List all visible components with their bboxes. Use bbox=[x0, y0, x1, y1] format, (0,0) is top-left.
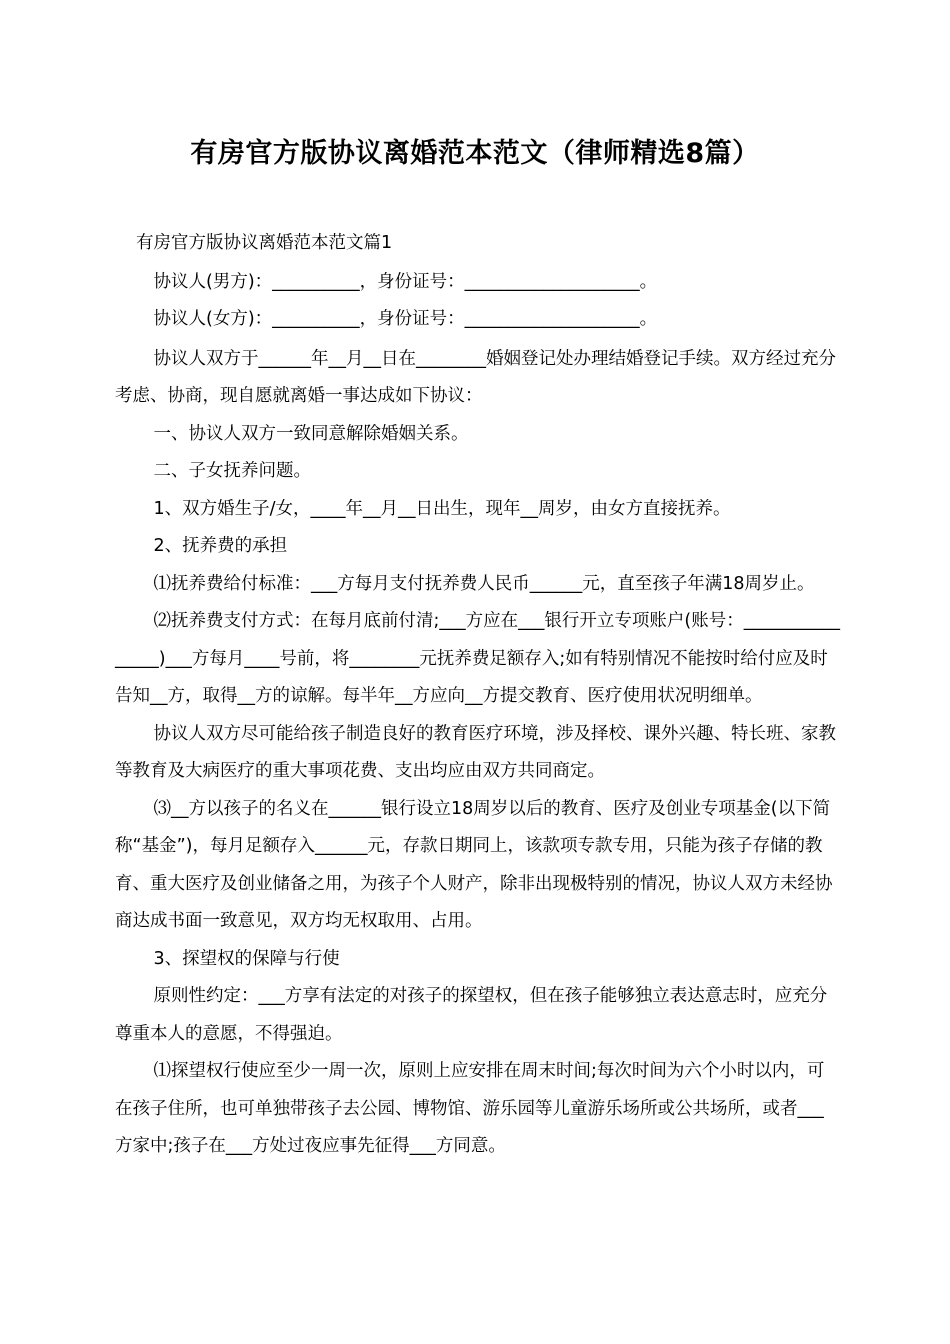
section-heading: 有房官方版协议离婚范本范文篇1 bbox=[136, 233, 393, 253]
document-title: 有房官方版协议离婚范本范文（律师精选8篇） bbox=[190, 138, 760, 169]
paragraph-visitation-frequency: ⑴探望权行使应至少一周一次，原则上应安排在周末时间;每次时间为六个小时以内，可在孩子住所，也可单独带孩子去公园、博物馆、游乐园等儿童游乐场所或公共场所，或者___方家中;孩子在___方处过夜应事先征得___方同意。 bbox=[115, 1061, 825, 1156]
paragraph-marriage-registration: 协议人双方于______年__月__日在________婚姻登记处办理结婚登记手续。双方经过充分考虑、协商，现自愿就离婚一事达成如下协议： bbox=[115, 348, 836, 406]
paragraph-education-environment: 协议人双方尽可能给孩子制造良好的教育医疗环境，涉及择校、课外兴趣、特长班、家教等教育及大病医疗的重大事项花费、支出均应由双方共同商定。 bbox=[115, 723, 836, 781]
paragraph-child-info: 1、双方婚生子/女，____年__月__日出生，现年__周岁，由女方直接抚养。 bbox=[153, 498, 731, 519]
paragraph-support-heading: 2、抚养费的承担 bbox=[153, 536, 288, 556]
paragraph-male-party: 协议人(男方)：__________，身份证号：____________________。 bbox=[153, 271, 658, 292]
paragraph-support-standard: ⑴抚养费给付标准：___方每月支付抚养费人民币______元，直至孩子年满18周岁止。 bbox=[153, 573, 815, 594]
paragraph-support-payment: ⑵抚养费支付方式：在每月底前付清;___方应在___银行开立专项账户(账号：________________)___方每月____号前，将________元抚养费足额存入;如有特别情况不能按时给付应及时告知__方，取得__方的谅解。每半年__方应向__方提交教育、医疗使用状况明细单。 bbox=[115, 611, 840, 706]
paragraph-female-party: 协议人(女方)：__________，身份证号：____________________。 bbox=[153, 309, 658, 329]
paragraph-clause-1: 一、协议人双方一致同意解除婚姻关系。 bbox=[153, 423, 469, 444]
paragraph-visitation-heading: 3、探望权的保障与行使 bbox=[153, 948, 340, 969]
document-body bbox=[115, 225, 840, 1166]
paragraph-visitation-principle: 原则性约定：___方享有法定的对孩子的探望权，但在孩子能够独立表达意志时，应充分尊重本人的意愿，不得强迫。 bbox=[115, 986, 828, 1044]
paragraph-clause-2: 二、子女抚养问题。 bbox=[153, 461, 311, 481]
paragraph-fund: ⑶__方以孩子的名义在______银行设立18周岁以后的教育、医疗及创业专项基金(以下简称“基金”)，每月足额存入______元，存款日期同上，该款项专款专用，只能为孩子存储的教育、重大医疗及创业储备之用，为孩子个人财产，除非出现极特别的情况，协议人双方未经协商达成书面一致意见，双方均无权取用、占用。 bbox=[115, 798, 833, 931]
